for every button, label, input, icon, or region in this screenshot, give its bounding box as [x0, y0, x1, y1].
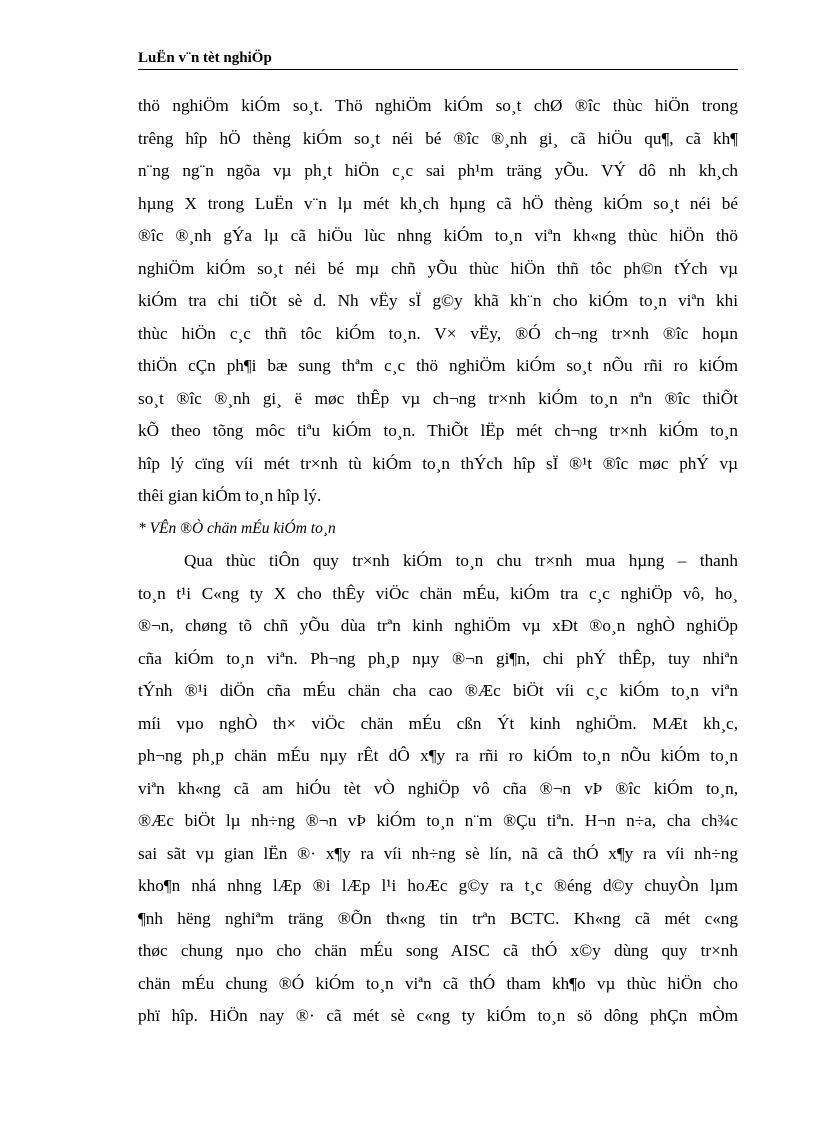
text-line: thùc hiÖn c¸c thñ tôc kiÓm to¸n. V× vËy, ®Ó ch¬ng tr×nh ®îc hoµn [138, 323, 738, 343]
text-line: trêng hîp hÖ thèng kiÓm so¸t néi bé ®îc ®¸nh gi¸ cã hiÖu qu¶, cã kh¶ [138, 128, 738, 148]
text-line: míi vµo nghÒ th× viÖc chän mÉu cßn Ýt kinh nghiÖm. MÆt kh¸c, [138, 713, 738, 733]
text-line: ®îc ®¸nh gÝa lµ cã hiÖu lùc nhng kiÓm to¸n viªn kh«ng thùc hiÖn thö [138, 226, 738, 245]
text-line: viªn kh«ng cã am hiÓu tèt vÒ nghiÖp vô cña ®¬n vÞ ®îc kiÓm to¸n, [138, 778, 738, 798]
text-line: thö nghiÖm kiÓm so¸t. Thö nghiÖm kiÓm so¸t chØ ®îc thùc hiÖn trong [138, 96, 738, 115]
running-header: LuËn v¨n tèt nghiÖp [138, 50, 272, 66]
text-line: chän mÉu chung ®Ó kiÓm to¸n viªn cã thÓ tham kh¶o vµ thùc hiÖn cho [138, 973, 738, 993]
text-line: kÕ theo tõng môc tiªu kiÓm to¸n. ThiÕt lËp mét ch¬ng tr×nh kiÓm to¸n [138, 421, 738, 440]
text-line: ph¬ng ph¸p chän mÉu nµy rÊt dÔ x¶y ra rñi ro kiÓm to¸n nÕu kiÓm to¸n [138, 746, 738, 765]
text-line: to¸n t¹i C«ng ty X cho thÊy viÖc chän mÉu, kiÓm tra c¸c nghiÖp vô, ho¸ [138, 583, 738, 603]
text-line: so¸t ®îc ®¸nh gi¸ ë møc thÊp vµ ch¬ng tr×nh kiÓm to¸n nªn ®îc thiÕt [138, 388, 738, 408]
document-body [138, 92, 738, 1035]
text-line: Qua thùc tiÔn quy tr×nh kiÓm to¸n chu tr×nh mua hµng – thanh [184, 551, 738, 570]
section-heading: * VÊn ®Ò chän mÉu kiÓm to¸n [138, 519, 336, 537]
text-line: ¶nh hëng nghiªm träng ®Õn th«ng tin trªn BCTC. Kh«ng cã mét c«ng [138, 908, 738, 928]
text-line: kiÓm tra chi tiÕt sè d. Nh vËy sÏ g©y khã kh¨n cho kiÓm to¸n viªn khi [138, 291, 738, 310]
text-line: thøc chung nµo cho chän mÉu song AISC cã thÓ x©y dùng quy tr×nh [138, 941, 738, 960]
text-line: cña kiÓm to¸n viªn. Ph¬ng ph¸p nµy ®¬n gi¶n, chi phÝ thÊp, tuy nhiªn [138, 648, 738, 668]
text-line: kho¶n nhá nhng lÆp ®i lÆp l¹i hoÆc g©y ra t¸c ®éng d©y chuyÒn lµm [138, 876, 738, 895]
text-line: thiÖn cÇn ph¶i bæ sung thªm c¸c thö nghiÖm kiÓm so¸t nÕu rñi ro kiÓm [138, 356, 738, 375]
text-line: phï hîp. HiÖn nay ®· cã mét sè c«ng ty kiÓm to¸n sö dông phÇn mÒm [138, 1006, 738, 1025]
text-line: ®Æc biÖt lµ nh÷ng ®¬n vÞ kiÓm to¸n n¨m ®Çu tiªn. H¬n n÷a, cha ch¾c [138, 811, 738, 830]
text-line: tÝnh ®¹i diÖn cña mÉu chän cha cao ®Æc biÖt víi c¸c kiÓm to¸n viªn [138, 681, 738, 700]
text-line: thêi gian kiÓm to¸n hîp lý. [138, 486, 322, 505]
text-line: nghiÖm kiÓm so¸t néi bé mµ chñ yÕu thùc hiÖn thñ tôc ph©n tÝch vµ [138, 258, 738, 278]
text-line: sai sãt vµ gian lËn ®· x¶y ra víi nh÷ng sè lín, nã cã thÓ x¶y ra víi nh÷ng [138, 843, 738, 863]
header-divider [138, 69, 738, 70]
text-line: hµng X trong LuËn v¨n lµ mét kh¸ch hµng cã hÖ thèng kiÓm so¸t néi bé [138, 193, 738, 213]
text-line: hîp lý cïng víi mét tr×nh tù kiÓm to¸n thÝch hîp sÏ ®¹t ®îc møc phÝ vµ [138, 453, 738, 473]
text-line: ®¬n, chøng tõ chñ yÕu dùa trªn kinh nghiÖm vµ xÐt ®o¸n nghÒ nghiÖp [138, 616, 738, 635]
text-line: n¨ng ng¨n ngõa vµ ph¸t hiÖn c¸c sai ph¹m träng yÕu. VÝ dô nh kh¸ch [138, 161, 738, 180]
